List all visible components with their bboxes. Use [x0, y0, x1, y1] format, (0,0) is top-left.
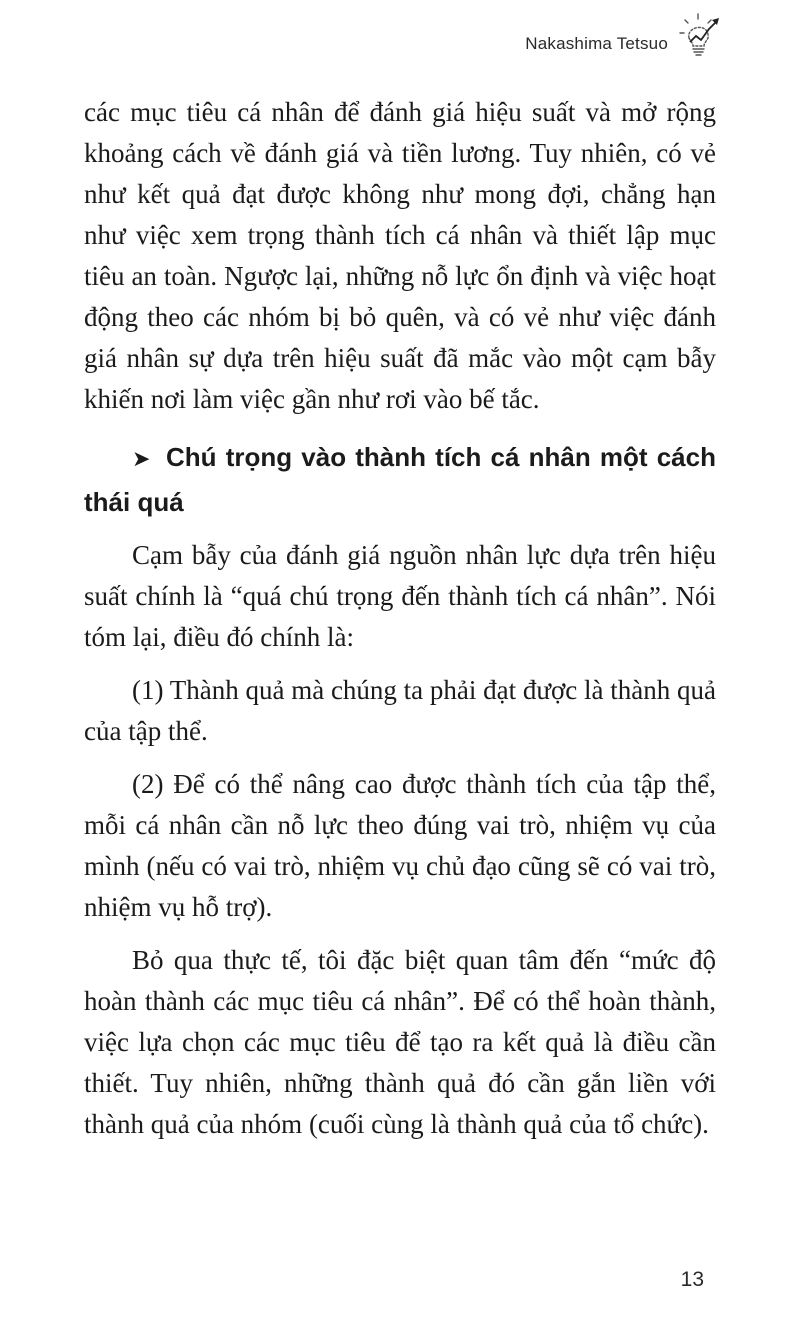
page-number: 13: [680, 1268, 704, 1291]
body-paragraph-3: Bỏ qua thực tế, tôi đặc biệt quan tâm đến “mức độ hoàn thành các mục tiêu cá nhân”. Để có thể hoàn thành, việc lựa chọn các mục tiêu để tạo ra kết quả là điều cần thiết. Tuy nhiên, những thành quả đó cần gắn liền với thành quả của nhóm (cuối cùng là thành quả của tổ chức).: [84, 945, 716, 1139]
lightbulb-chart-icon: [678, 12, 724, 60]
body-paragraph-1: các mục tiêu cá nhân để đánh giá hiệu suất và mở rộng khoảng cách về đánh giá và tiền lương. Tuy nhiên, có vẻ như kết quả đạt được không như mong đợi, chẳng hạn như việc xem trọng thành tích cá nhân và thiết lập mục tiêu an toàn. Ngược lại, những nỗ lực ổn định và việc hoạt động theo các nhóm bị bỏ quên, và có vẻ như việc đánh giá nhân sự dựa trên hiệu suất đã mắc vào một cạm bẫy khiến nơi làm việc gần như rơi vào bế tắc.: [84, 97, 716, 414]
section-heading-text: Chú trọng vào thành tích cá nhân một cách thái quá: [84, 442, 716, 517]
arrowhead-bullet-icon: ➤: [132, 447, 151, 472]
section-heading: [84, 436, 716, 523]
running-head-author: Nakashima Tetsuo: [525, 34, 668, 53]
list-item-1: (1) Thành quả mà chúng ta phải đạt được là thành quả của tập thể.: [84, 675, 716, 746]
body-paragraph-2: Cạm bẫy của đánh giá nguồn nhân lực dựa trên hiệu suất chính là “quá chú trọng đến thành tích cá nhân”. Nói tóm lại, điều đó chính là:: [84, 540, 716, 652]
list-item-2: (2) Để có thể nâng cao được thành tích của tập thể, mỗi cá nhân cần nỗ lực theo đúng vai trò, nhiệm vụ của mình (nếu có vai trò, nhiệm vụ chủ đạo cũng sẽ có vai trò, nhiệm vụ hỗ trợ).: [84, 769, 716, 922]
page-body: [84, 92, 716, 1145]
